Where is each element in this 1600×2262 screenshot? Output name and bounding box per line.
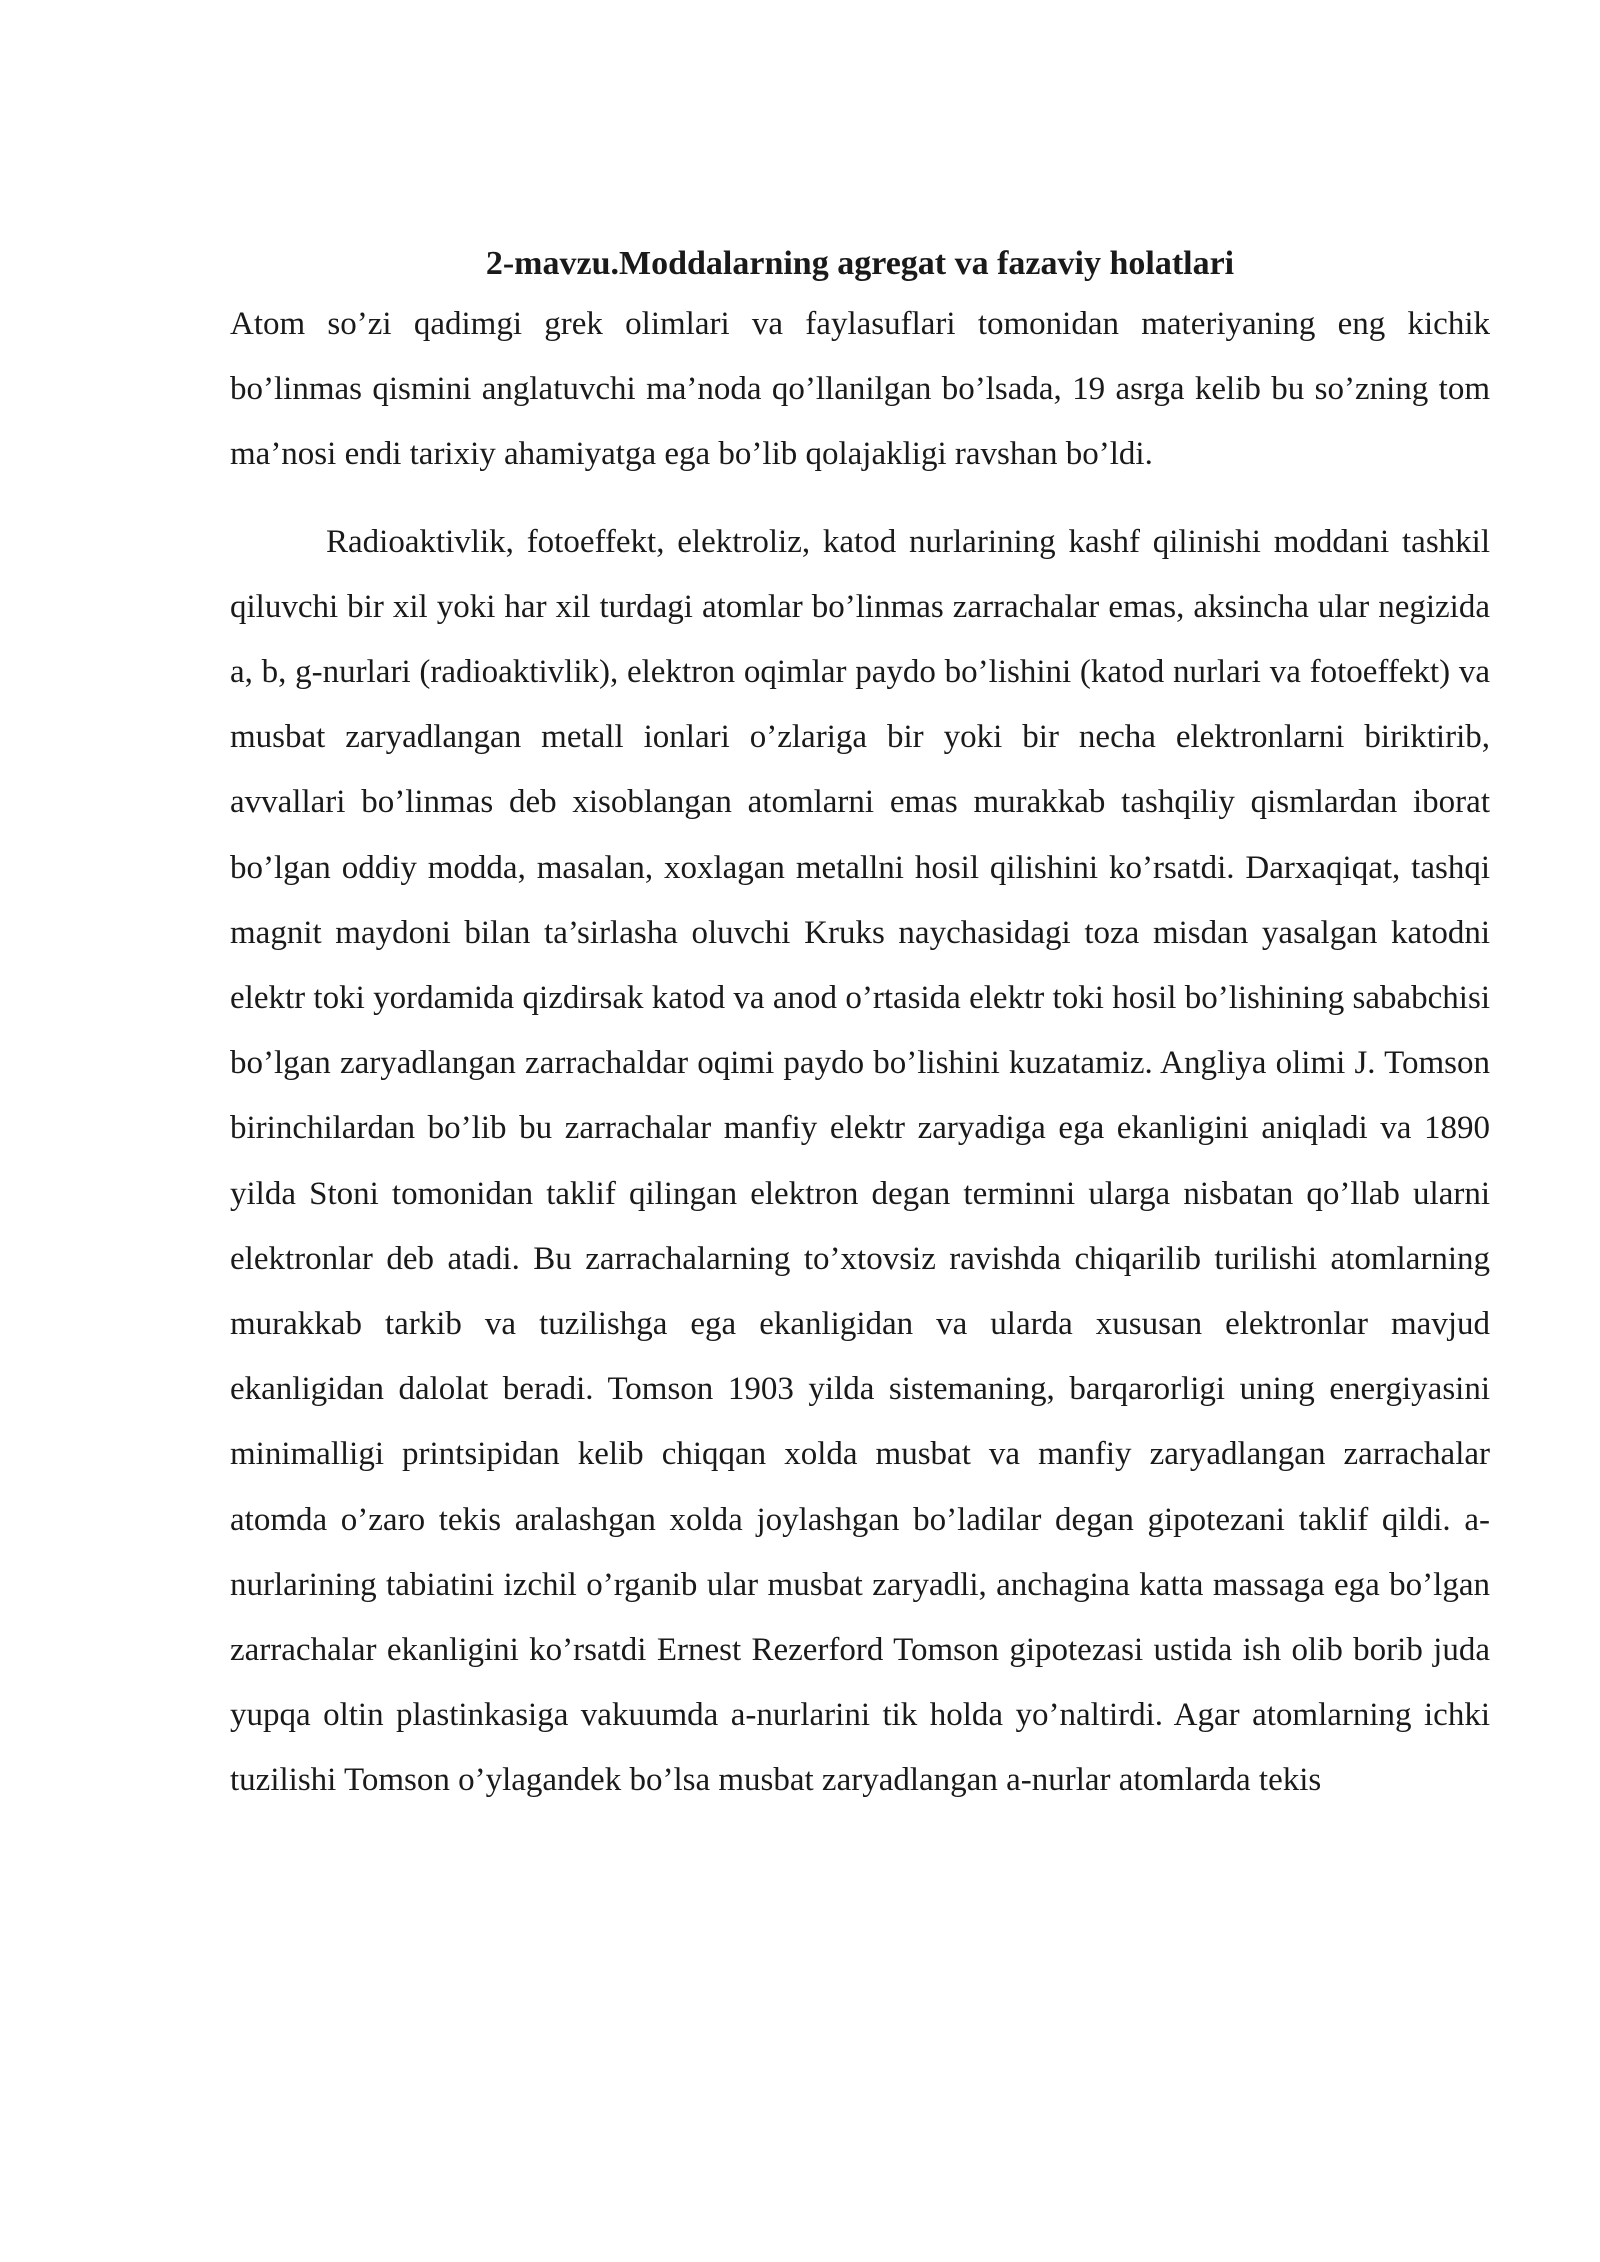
paragraph-radioactivity: Radioaktivlik, fotoeffekt, elektroliz, katod nurlarining kashf qilinishi moddani tashkil qiluvchi bir xil yoki har xil turdagi atomlar bo’linmas zarrachalar emas, aksincha ular negizida a, b, g-nurlari (radioaktivlik), elektron oqimlar paydo bo’lishini (katod nurlari va fotoeffekt) va musbat zaryadlangan metall ionlari o’zlariga bir yoki bir necha elektronlarni biriktirib, avvallari bo’linmas deb xisoblangan atomlarni emas murakkab tashqiliy qismlardan iborat bo’lgan oddiy modda, masalan, xoxlagan metallni hosil qilishini ko’rsatdi. Darxaqiqat, tashqi magnit maydoni bilan ta’sirlasha oluvchi Kruks naychasidagi toza misdan yasalgan katodni elektr toki yordamida qizdirsak katod va anod o’rtasida elektr toki hosil bo’lishining sababchisi bo’lgan zaryadlangan zarrachaldar oqimi paydo bo’lishini kuzatamiz. Angliya olimi J. Tomson birinchilardan bo’lib bu zarrachalar manfiy elektr zaryadiga ega ekanligini aniqladi va 1890 yilda Stoni tomonidan taklif qilingan elektron degan terminni ularga nisbatan qo’llab ularni elektronlar deb atadi. Bu zarrachalarning to’xtovsiz ravishda chiqarilib turilishi atomlarning murakkab tarkib va tuzilishga ega ekanligidan va ularda xususan elektronlar mavjud ekanligidan dalolat beradi. Tomson 1903 yilda sistemaning, barqarorligi uning energiyasini minimalligi printsipidan kelib chiqqan xolda musbat va manfiy zaryadlangan zarrachalar atomda o’zaro tekis aralashgan xolda joylashgan bo’ladilar degan gipotezani taklif qildi. a- nurlarining tabiatini izchil o’rganib ular musbat zaryadli, anchagina katta massaga ega bo’lgan zarrachalar ekanligini ko’rsatdi Ernest Rezerford Tomson gipotezasi ustida ish olib borib juda yupqa oltin plastinkasiga vakuumda a-nurlarini tik holda yo’naltirdi. Agar atomlarning ichki tuzilishi Tomson o’ylagandek bo’lsa musbat zaryadlangan a-nurlar atomlarda tekis (230, 523, 1490, 1799)
document-body (230, 240, 1490, 1814)
paragraph-intro: Atom so’zi qadimgi grek olimlari va faylasuflari tomonidan materiyaning eng kichik bo’linmas qismini anglatuvchi ma’noda qo’llanilgan bo’lsada, 19 asrga kelib bu so’zning tom ma’nosi endi tarixiy ahamiyatga ega bo’lib qolajakligi ravshan bo’ldi. (230, 306, 1490, 473)
document-title: 2-mavzu.Moddalarning agregat va fazaviy holatlari (485, 245, 1235, 282)
